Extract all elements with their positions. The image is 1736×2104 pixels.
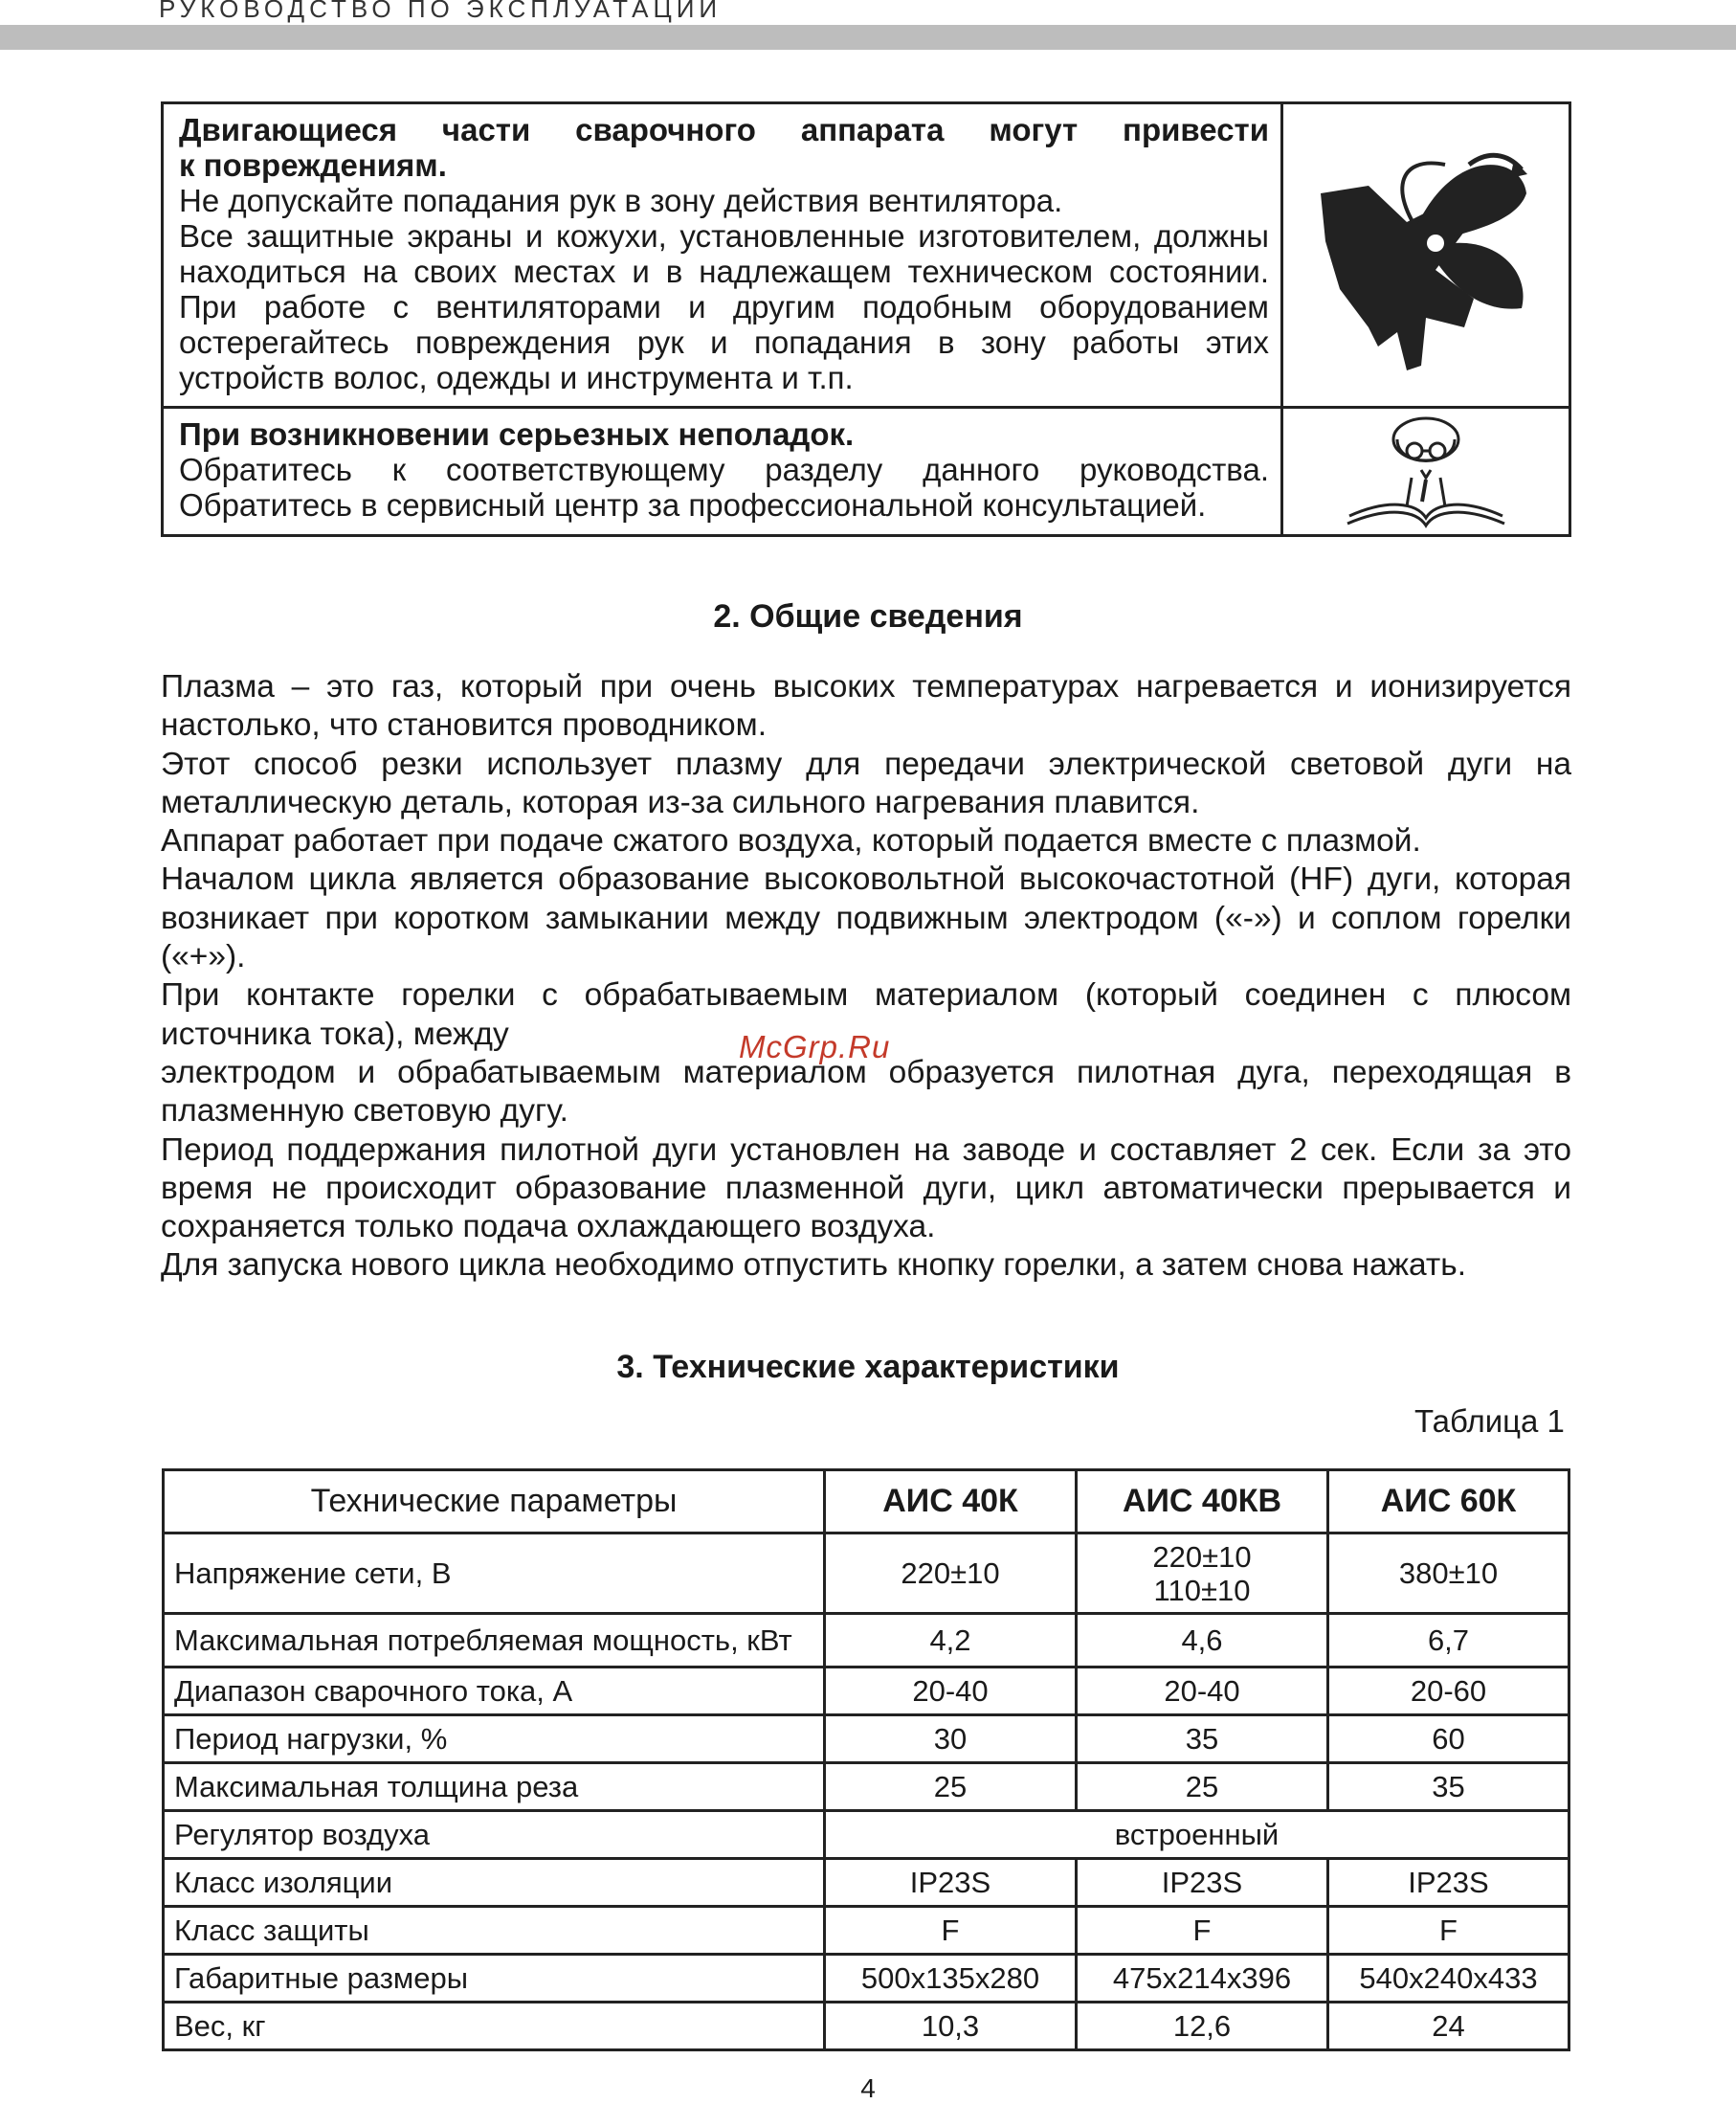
value-cell: F xyxy=(1328,1907,1569,1955)
safety-warning-table xyxy=(161,101,1571,537)
value-cell: 540x240x433 xyxy=(1328,1955,1569,2003)
moving-parts-warning xyxy=(163,103,1282,408)
fan-hand-hazard-cell xyxy=(1282,103,1570,408)
value-cell: 60 xyxy=(1328,1715,1569,1763)
paragraph: Аппарат работает при подаче сжатого воздуха, который подается вместе с плазмой. xyxy=(161,823,1421,860)
page-number: 4 xyxy=(860,2073,876,2103)
column-header: Технические параметры xyxy=(164,1470,825,1533)
column-header: АИС 40К xyxy=(825,1470,1077,1533)
paragraph: электродом и обрабатываемым материалом образуется пилотная дуга, переходящая в плазменную световую дугу. xyxy=(161,1054,1571,1130)
header-bar xyxy=(0,25,1736,50)
table-row xyxy=(164,1715,1569,1763)
value-cell: 20-60 xyxy=(1328,1668,1569,1715)
warning-line: Все защитные экраны и кожухи, установленные изготовителем, должны находиться на своих местах и в надлежащем техническом состоянии. При работе с вентиляторами и другим подобным оборудованием остерегайтесь повреждения рук и попадания в зону работы этих устройств волос, одежды и инструмента и т.п. xyxy=(179,218,1269,395)
value-cell: 30 xyxy=(825,1715,1077,1763)
param-cell: Класс изоляции xyxy=(164,1859,825,1907)
merged-value-cell: встроенный xyxy=(825,1811,1569,1859)
column-header: АИС 60К xyxy=(1328,1470,1569,1533)
value-cell: 35 xyxy=(1328,1763,1569,1811)
param-cell: Максимальная толщина реза xyxy=(164,1763,825,1811)
value-cell: 10,3 xyxy=(825,2003,1077,2050)
table-header-row xyxy=(164,1470,1569,1533)
param-cell: Диапазон сварочного тока, А xyxy=(164,1668,825,1715)
value-cell: 24 xyxy=(1328,2003,1569,2050)
paragraph: Период поддержания пилотной дуги установлен на заводе и составляет 2 сек. Если за это время не происходит образование плазменной дуги, цикл автоматически прерывается и сохраняется только подача охлаждающего воздуха. xyxy=(161,1131,1571,1245)
table-row xyxy=(164,2003,1569,2050)
value-cell: 20-40 xyxy=(825,1668,1077,1715)
table-label: Таблица 1 xyxy=(1414,1403,1565,1439)
value-cell: 25 xyxy=(825,1763,1077,1811)
table-row xyxy=(164,1859,1569,1907)
paragraph: Для запуска нового цикла необходимо отпустить кнопку горелки, а затем снова нажать. xyxy=(161,1247,1467,1284)
param-cell: Напряжение сети, В xyxy=(164,1533,825,1614)
value-cell: 220±10 110±10 xyxy=(1077,1533,1328,1614)
section-3-title: 3. Технические характеристики xyxy=(616,1349,1120,1385)
value-cell: 500x135x280 xyxy=(825,1955,1077,2003)
value-cell: F xyxy=(1077,1907,1328,1955)
warning-line: Обратитесь к соответствующему разделу данного руководства. xyxy=(179,452,1269,487)
param-cell: Класс защиты xyxy=(164,1907,825,1955)
warning-title: При возникновении серьезных неполадок. xyxy=(179,416,855,452)
reading-manual-icon xyxy=(1330,411,1522,533)
value-cell: 35 xyxy=(1077,1715,1328,1763)
value-cell: 6,7 xyxy=(1328,1614,1569,1668)
table-row xyxy=(164,1907,1569,1955)
value-cell: 25 xyxy=(1077,1763,1328,1811)
value-cell: 220±10 xyxy=(825,1533,1077,1614)
paragraph: При контакте горелки с обрабатываемым материалом (который соединен с плюсом источника тока), между xyxy=(161,977,1571,1052)
value-cell: 4,6 xyxy=(1077,1614,1328,1668)
param-cell: Вес, кг xyxy=(164,2003,825,2050)
value-cell: IP23S xyxy=(1328,1859,1569,1907)
table-row xyxy=(164,1533,1569,1614)
paragraph: Этот способ резки использует плазму для передачи электрической световой дуги на металлическую деталь, которая из-за сильного нагревания плавится. xyxy=(161,746,1571,820)
table-row xyxy=(164,1668,1569,1715)
param-cell: Регулятор воздуха xyxy=(164,1811,825,1859)
value-cell: 12,6 xyxy=(1077,2003,1328,2050)
param-cell: Период нагрузки, % xyxy=(164,1715,825,1763)
param-cell: Габаритные размеры xyxy=(164,1955,825,2003)
value-cell: 380±10 xyxy=(1328,1533,1569,1614)
column-header: АИС 40КВ xyxy=(1077,1470,1328,1533)
running-header: РУКОВОДСТВО ПО ЭКСПЛУАТАЦИИ xyxy=(159,0,723,23)
paragraph: Началом цикла является образование высоковольтной высокочастотной (HF) дуги, которая возникает при коротком замыкании между подвижным электродом («-») и соплом горелки («+»). xyxy=(161,862,1571,975)
fan-hand-hazard-icon xyxy=(1302,136,1550,375)
paragraph: Плазма – это газ, который при очень высоких температурах нагревается и ионизируется настолько, что становится проводником. xyxy=(161,669,1571,744)
value-cell: F xyxy=(825,1907,1077,1955)
table-row xyxy=(164,1614,1569,1668)
table-row xyxy=(164,1811,1569,1859)
param-cell: Максимальная потребляемая мощность, кВт xyxy=(164,1614,825,1668)
watermark: McGrp.Ru xyxy=(739,1029,891,1064)
section-2-title: 2. Общие сведения xyxy=(713,598,1023,635)
warning-line: Обратитесь в сервисный центр за профессиональной консультацией. xyxy=(179,487,1207,523)
value-cell: IP23S xyxy=(825,1859,1077,1907)
warning-title: Двигающиеся части сварочного аппарата могут привести xyxy=(179,112,1269,147)
malfunction-warning xyxy=(163,408,1282,536)
table-row xyxy=(164,1763,1569,1811)
general-info-text xyxy=(161,668,1571,1286)
specifications-table xyxy=(162,1468,1570,2051)
value-cell: 4,2 xyxy=(825,1614,1077,1668)
warning-title-cont: к повреждениям. xyxy=(179,147,447,183)
warning-line: Не допускайте попадания рук в зону действия вентилятора. xyxy=(179,183,1063,218)
value-cell: 475x214x396 xyxy=(1077,1955,1328,2003)
reading-manual-cell xyxy=(1282,408,1570,536)
value-cell: 20-40 xyxy=(1077,1668,1328,1715)
value-cell: IP23S xyxy=(1077,1859,1328,1907)
table-row xyxy=(164,1955,1569,2003)
